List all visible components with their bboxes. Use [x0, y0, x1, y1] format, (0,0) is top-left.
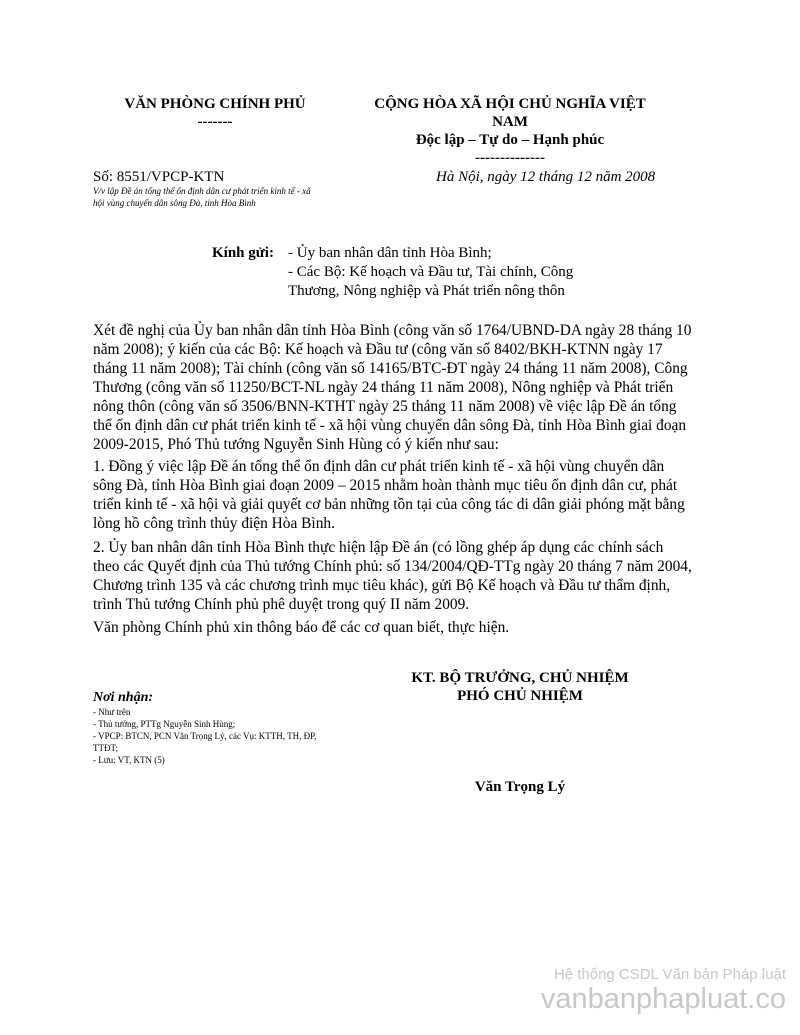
place-date: Hà Nội, ngày 12 tháng 12 năm 2008: [436, 169, 656, 185]
national-motto: Độc lập – Tự do – Hạnh phúc: [415, 132, 605, 148]
issuer-rule: -------: [197, 114, 233, 130]
body-line: Xét đề nghị của Ủy ban nhân dân tỉnh Hòa Bình (công văn số 1764/UBND-DA ngày 28 tháng 10: [93, 322, 692, 339]
subject-line-2: hội vùng chuyển dân sông Đà, tỉnh Hòa Bình: [93, 198, 256, 208]
addressee-item: Thương, Nông nghiệp và Phát triển nông thôn: [288, 283, 565, 299]
closing-sentence: [93, 618, 793, 637]
issuer-name: VĂN PHÒNG CHÍNH PHỦ: [124, 96, 306, 112]
recipients-title: Nơi nhận:: [93, 690, 154, 705]
body-line: 2. Ủy ban nhân dân tỉnh Hòa Bình thực hiện lập Đề án (có lồng ghép áp dụng các chính sách: [93, 539, 664, 556]
addressee-item: - Ủy ban nhân dân tỉnh Hòa Bình;: [288, 245, 492, 261]
body-line: 2009-2015, Phó Thủ tướng Nguyễn Sinh Hùng có ý kiến như sau:: [93, 436, 499, 453]
body-item-2: [93, 538, 793, 614]
body-line: thể ổn định dân cư phát triển kinh tế - xã hội vùng chuyển dân sông Đà, tỉnh Hòa Bình giai đoạn: [93, 417, 687, 434]
body-line: triển kinh tế - xã hội và giải quyết cơ bản những tồn tại của công tác di dân giải phóng mặt bằng: [93, 496, 685, 513]
recipient-item: - Lưu: VT, KTN (5): [93, 755, 165, 765]
body-line: lòng hồ công trình thủy điện Hòa Bình.: [93, 515, 335, 532]
body-line: 1. Đồng ý việc lập Đề án tổng thể ổn định dân cư phát triển kinh tế - xã hội vùng chuyển dân: [93, 458, 665, 475]
body-line: Văn phòng Chính phủ xin thông báo để các cơ quan biết, thực hiện.: [93, 619, 510, 636]
addressee-label: Kính gửi:: [212, 245, 274, 261]
body-line: trình Thủ tướng Chính phủ phê duyệt trong quý II năm 2009.: [93, 596, 470, 613]
body-line: theo các Quyết định của Thủ tướng Chính phủ: số 134/2004/QĐ-TTg ngày 20 tháng 7 năm 2004,: [93, 558, 692, 575]
addressee-list: [288, 244, 573, 301]
body-intro: [93, 321, 793, 454]
national-title: CỘNG HÒA XÃ HỘI CHỦ NGHĨA VIỆT: [374, 96, 646, 112]
recipients-list: [93, 706, 363, 766]
signature-title: KT. BỘ TRƯỞNG, CHỦ NHIỆM: [411, 670, 629, 686]
national-title-line2: NAM: [492, 114, 528, 130]
recipient-item: - Như trên: [93, 707, 131, 717]
body-item-1: [93, 457, 793, 533]
subject-line-1: V/v lập Đề án tổng thể ổn định dân cư phát triển kinh tế - xã: [93, 186, 311, 196]
watermark-caption: Hệ thống CSDL Văn bản Pháp luật: [553, 966, 786, 983]
signer-name: Văn Trọng Lý: [474, 779, 566, 795]
watermark-site: vanbanphapluat.co: [540, 983, 786, 1015]
addressee-item: - Các Bộ: Kế hoạch và Đầu tư, Tài chính, Công: [288, 264, 574, 280]
body-line: tháng 11 năm 2008); Tài chính (công văn số 14165/BTC-ĐT ngày 24 tháng 11 năm 2008), Công: [93, 360, 688, 377]
body-line: sông Đà, tỉnh Hòa Bình giai đoạn 2009 – 2015 nhằm hoàn thành mục tiêu ổn định dân cư, phát: [93, 477, 678, 494]
body-line: nông thôn (công văn số 3506/BNN-KTHT ngày 25 tháng 11 năm 2008) về việc lập Đề án tổng: [93, 398, 677, 415]
recipient-item: - Thủ tướng, PTTg Nguyễn Sinh Hùng;: [93, 719, 236, 729]
body-line: năm 2008); ý kiến của các Bộ: Kế hoạch và Đầu tư (công văn số 8402/BKH-KTNN ngày 17: [93, 341, 663, 358]
recipient-item: TTĐT;: [93, 743, 118, 753]
motto-rule: --------------: [475, 150, 545, 166]
document-number: Số: 8551/VPCP-KTN: [93, 169, 225, 185]
recipient-item: - VPCP: BTCN, PCN Văn Trọng Lý, các Vụ: KTTH, TH, ĐP,: [93, 731, 317, 741]
signature-subtitle: PHÓ CHỦ NHIỆM: [457, 688, 583, 704]
body-line: Thương (công văn số 11250/BCT-NL ngày 24 tháng 11 năm 2008), Nông nghiệp và Phát triển: [93, 379, 674, 396]
body-line: Chương trình 135 và các chương trình mục tiêu khác), gửi Bộ Kế hoạch và Đầu tư thẩm định,: [93, 577, 671, 594]
